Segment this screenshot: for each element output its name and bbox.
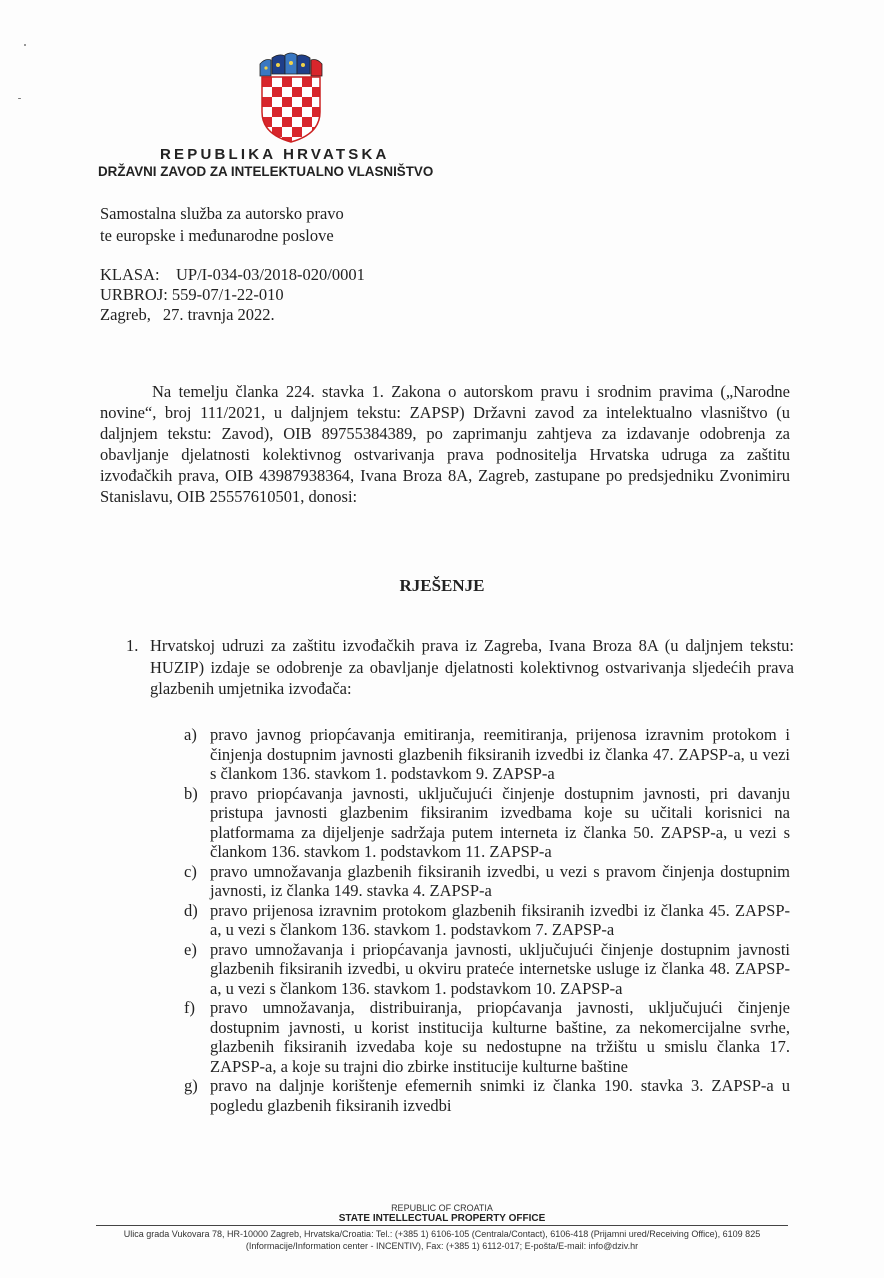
urbroj-value: 559-07/1-22-010 bbox=[171, 285, 284, 304]
list-item-letter: c) bbox=[184, 861, 197, 881]
decision-title: RJEŠENJE bbox=[399, 576, 485, 595]
croatian-coat-of-arms-icon bbox=[258, 52, 324, 144]
item-text: Hrvatskoj udruzi za zaštitu izvođačkih prava iz Zagreba, Ivana Broza 8A (u daljnjem tekstu: HUZIP) izdaje se odobrenje za obavljanje djelatnosti kolektivnog ostvarivanja sljedećih prava glazbenih umjetnika izvođača: bbox=[150, 636, 794, 698]
scan-speck bbox=[18, 98, 21, 99]
list-item-letter: d) bbox=[184, 900, 198, 920]
list-item-text: pravo javnog priopćavanja emitiranja, reemitiranja, prijenosa izravnim protokom i činjenja dostupnim javnosti glazbenih fiksiranih izvedbi iz članka 47. ZAPSP-a, u vezi s člankom 136. stavkom 1. podstavkom 9. ZAPSP-a bbox=[210, 725, 790, 783]
header-office: DRŽAVNI ZAVOD ZA INTELEKTUALNO VLASNIŠTVO bbox=[98, 164, 434, 179]
list-item-text: pravo priopćavanja javnosti, uključujući činjenje dostupnim javnosti, pri davanju pristupa javnosti glazbenim fiksiranim izvedbama koje su učitali korisnici na platformama za dijeljenje sadržaja putem interneta iz članka 50. ZAPSP-a, u vezi s člankom 136. stavkom 1. podstavkom 11. ZAPSP-a bbox=[210, 783, 790, 861]
urbroj-row bbox=[100, 285, 365, 305]
list-item bbox=[184, 1076, 790, 1115]
rights-list bbox=[184, 725, 790, 1115]
reference-block bbox=[100, 265, 365, 325]
scan-speck bbox=[24, 44, 26, 46]
list-item-letter: g) bbox=[184, 1076, 198, 1095]
klasa-value: UP/I-034-03/2018-020/0001 bbox=[176, 265, 365, 284]
intro-text: Na temelju članka 224. stavka 1. Zakona o autorskom pravu i srodnim pravima („Narodne novine“, broj 111/2021, u daljnjem tekstu: ZAPSP) Državni zavod za intelektualno vlasništvo (u daljnjem tekstu: Zavod), OIB 89755384389, po zaprimanju zahtjeva za izdavanje odobrenja za obavljanje djelatnosti kolektivnog ostvarivanja prava podnositelja Hrvatska udruga za zaštitu izvođačkih prava, OIB 43987938364, Ivana Broza 8A, Zagreb, zastupane po predsjedniku Zvonimiru Stanislavu, OIB 25557610501, donosi: bbox=[100, 382, 790, 506]
list-item-text: pravo na daljnje korištenje efemernih snimki iz članka 190. stavka 3. ZAPSP-a u pogledu glazbenih fiksiranih izvedbi bbox=[210, 1076, 790, 1115]
department-line-2: te europske i međunarodne poslove bbox=[100, 226, 334, 245]
list-item bbox=[184, 784, 790, 862]
department-line-1: Samostalna služba za autorsko pravo bbox=[100, 204, 344, 223]
footer-office: STATE INTELLECTUAL PROPERTY OFFICE bbox=[338, 1213, 546, 1224]
list-item-letter: b) bbox=[184, 783, 198, 803]
list-item bbox=[184, 940, 790, 999]
klasa-label: KLASA: bbox=[100, 265, 160, 284]
list-item-letter: a) bbox=[184, 725, 197, 744]
urbroj-label: URBROJ: bbox=[100, 285, 168, 304]
intro-paragraph bbox=[100, 381, 790, 507]
department-block bbox=[100, 203, 344, 247]
date-row bbox=[100, 305, 365, 325]
list-item-text: pravo umnožavanja glazbenih fiksiranih izvedbi, u vezi s pravom činjenja dostupnim javnosti, iz članka 149. stavka 4. ZAPSP-a bbox=[210, 861, 790, 900]
item-number: 1. bbox=[126, 636, 139, 655]
date-value: 27. travnja 2022. bbox=[162, 305, 275, 324]
klasa-row bbox=[100, 265, 365, 285]
list-item-text: pravo umnožavanja, distribuiranja, priopćavanja javnosti, uključujući činjenje dostupnim javnosti, u korist institucija kulturne baštine, za nekomercijalne svrhe, glazbenih fiksiranih izvedaba koje su nedostupne na tržištu u smislu članka 17. ZAPSP-a, a koje su trajni dio zbirke institucije kulturne baštine bbox=[210, 998, 790, 1076]
decision-item-1 bbox=[126, 635, 794, 700]
place-label: Zagreb, bbox=[100, 305, 151, 324]
list-item-letter: e) bbox=[184, 939, 197, 959]
footer-address: Ulica grada Vukovara 78, HR-10000 Zagreb, Hrvatska/Croatia: Tel.: (+385 1) 6106-105 (Centrala/Contact), 6106-418 (Prijamni ured/Receiving Office), 6109 825 (Informacije/Information center - INCENTIV), Fax: (+385 1) 6112-017; E-pošta/E-mail: info@dziv.hr bbox=[123, 1229, 761, 1251]
list-item-text: pravo prijenosa izravnim protokom glazbenih fiksiranih izvedbi iz članka 45. ZAPSP-a, u vezi s člankom 136. stavkom 1. podstavkom 7. ZAPSP-a bbox=[210, 900, 790, 939]
list-item bbox=[184, 998, 790, 1076]
list-item bbox=[184, 725, 790, 784]
list-item bbox=[184, 862, 790, 901]
list-item bbox=[184, 901, 790, 940]
footer-country: REPUBLIC OF CROATIA bbox=[391, 1203, 493, 1213]
footer-divider bbox=[96, 1225, 788, 1226]
header-country: REPUBLIKA HRVATSKA bbox=[160, 146, 390, 163]
list-item-text: pravo umnožavanja i priopćavanja javnosti, uključujući činjenje dostupnim javnosti glazbenih fiksiranih izvedbi, u okviru prateće internetske usluge iz članka 48. ZAPSP-a, u vezi s člankom 136. stavkom 1. podstavkom 10. ZAPSP-a bbox=[210, 939, 790, 998]
list-item-letter: f) bbox=[184, 998, 195, 1017]
